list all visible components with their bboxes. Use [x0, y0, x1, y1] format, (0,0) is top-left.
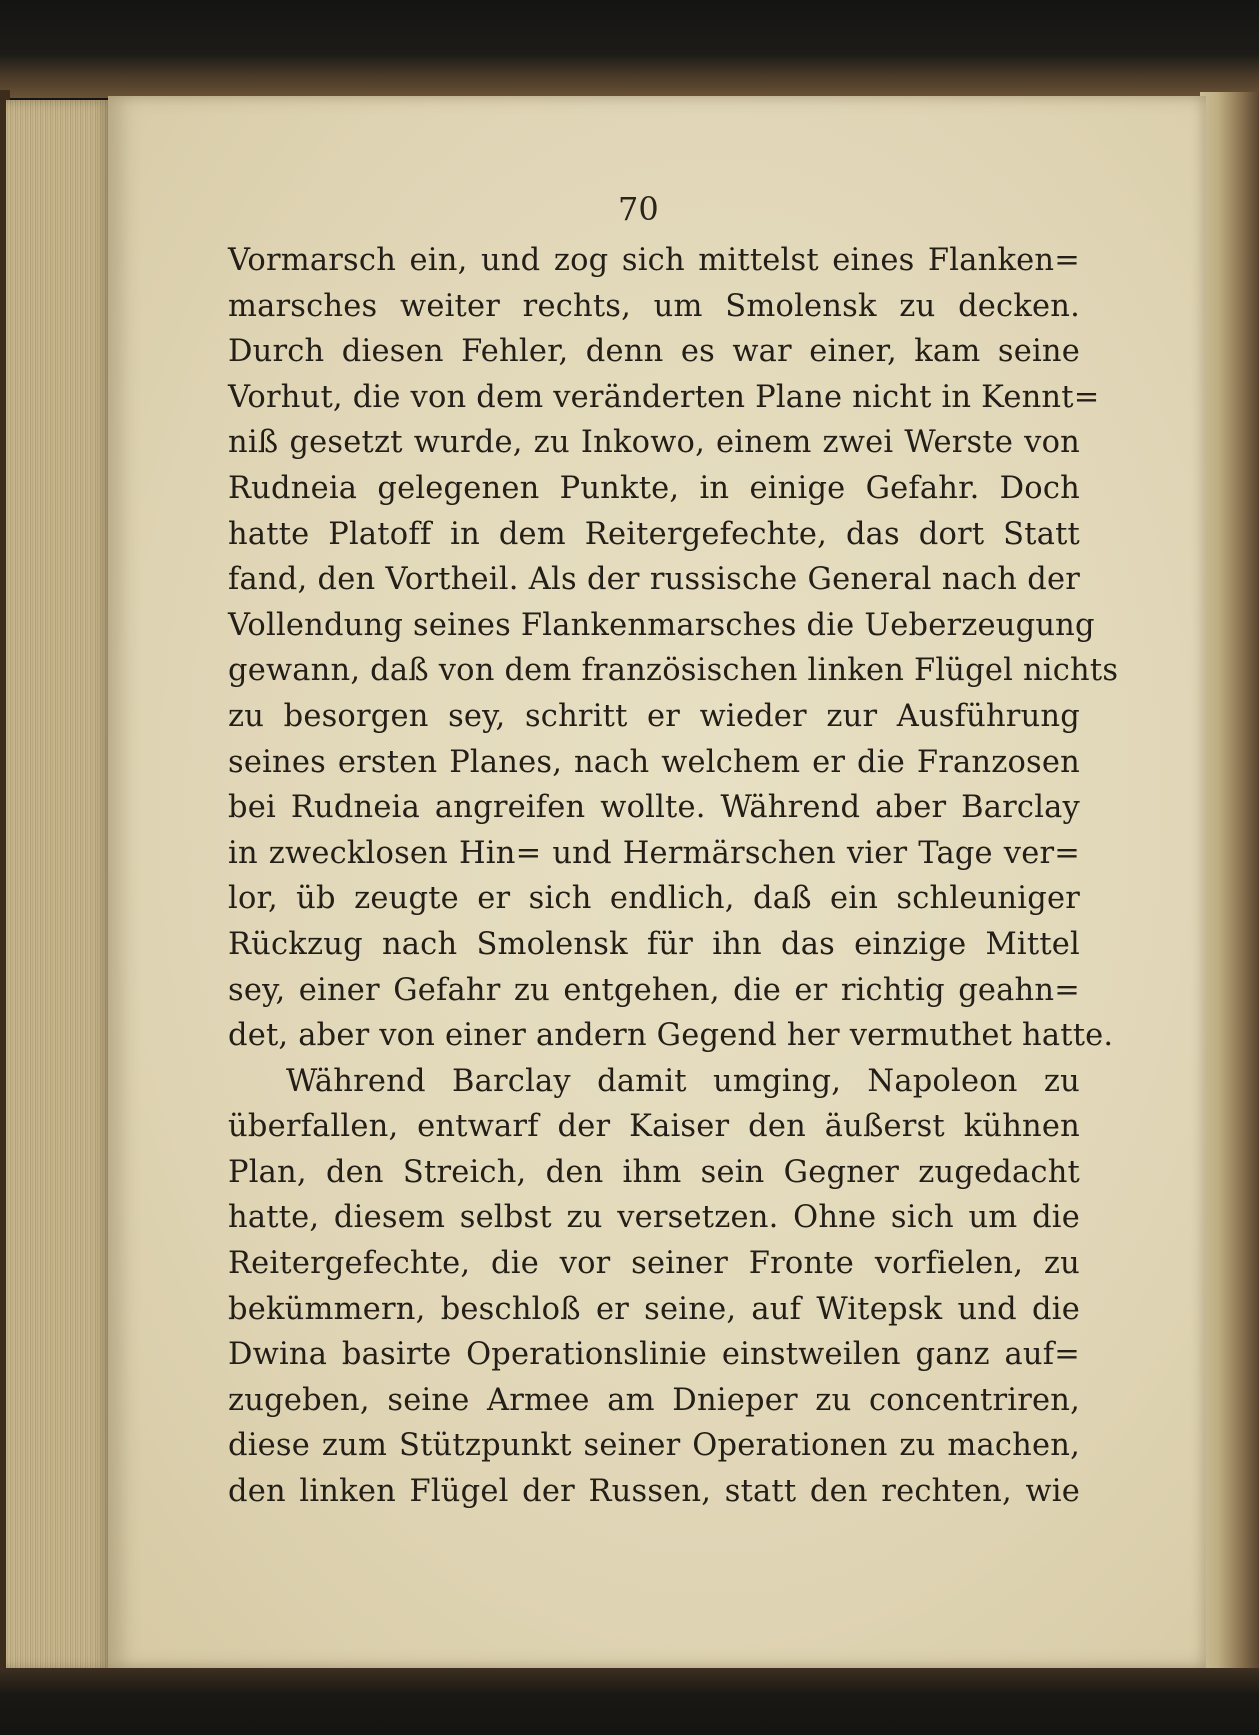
- text-line: Plan, den Streich, den ihm sein Gegner zugedacht: [228, 1154, 1080, 1190]
- text-line: Vollendung seines Flankenmarsches die Ueberzeugung: [228, 607, 1095, 643]
- text-line: zu besorgen sey, schritt er wieder zur Ausführung: [228, 698, 1080, 734]
- text-line: Vormarsch ein, und zog sich mittelst eines Flanken=: [228, 243, 1080, 278]
- text-line: det, aber von einer andern Gegend her vermuthet hatte.: [228, 1018, 1114, 1054]
- text-line: Während Barclay damit umging, Napoleon zu: [286, 1063, 1080, 1099]
- stacked-page-edges-right: [1200, 92, 1259, 1672]
- text-line: seines ersten Planes, nach welchem er die Franzosen: [228, 744, 1080, 780]
- text-line: überfallen, entwarf der Kaiser den äußerst kühnen: [228, 1109, 1080, 1145]
- text-line: sey, einer Gefahr zu entgehen, die er richtig geahn=: [228, 972, 1080, 1008]
- page-text: [228, 238, 1119, 1515]
- text-line: bekümmern, beschloß er seine, auf Witepsk und die: [228, 1291, 1080, 1327]
- text-line: den linken Flügel der Russen, statt den rechten, wie: [228, 1474, 1080, 1510]
- text-line: lor, üb zeugte er sich endlich, daß ein schleuniger: [228, 881, 1080, 917]
- book-cover-bottom: [0, 1668, 1259, 1735]
- stacked-page-edges-left: [6, 100, 114, 1670]
- page-number: 70: [618, 190, 659, 228]
- text-line: Reitergefechte, die vor seiner Fronte vorfielen, zu: [228, 1246, 1080, 1282]
- book-cover-top: [0, 0, 1259, 98]
- text-line: Dwina basirte Operationslinie einstweilen ganz auf=: [228, 1337, 1080, 1373]
- text-line: gewann, daß von dem französischen linken Flügel nichts: [228, 653, 1119, 689]
- text-line: Durch diesen Fehler, denn es war einer, kam seine: [228, 334, 1080, 370]
- text-line: fand, den Vortheil. Als der russische General nach der: [228, 562, 1080, 598]
- text-line: niß gesetzt wurde, zu Inkowo, einem zwei Werste von: [228, 425, 1080, 461]
- text-line: diese zum Stützpunkt seiner Operationen zu machen,: [228, 1428, 1080, 1464]
- text-line: marsches weiter rechts, um Smolensk zu decken.: [228, 288, 1080, 324]
- text-line: hatte, diesem selbst zu versetzen. Ohne sich um die: [228, 1200, 1080, 1236]
- text-line: Rückzug nach Smolensk für ihn das einzige Mittel: [228, 926, 1080, 962]
- text-line: hatte Platoff in dem Reitergefechte, das dort Statt: [228, 516, 1080, 552]
- text-line: bei Rudneia angreifen wollte. Während aber Barclay: [228, 790, 1080, 826]
- text-line: Vorhut, die von dem veränderten Plane nicht in Kennt=: [228, 379, 1100, 415]
- text-line: in zwecklosen Hin= und Hermärschen vier Tage ver=: [228, 835, 1080, 871]
- text-line: zugeben, seine Armee am Dnieper zu concentriren,: [228, 1382, 1080, 1418]
- text-line: Rudneia gelegenen Punkte, in einige Gefahr. Doch: [228, 470, 1080, 506]
